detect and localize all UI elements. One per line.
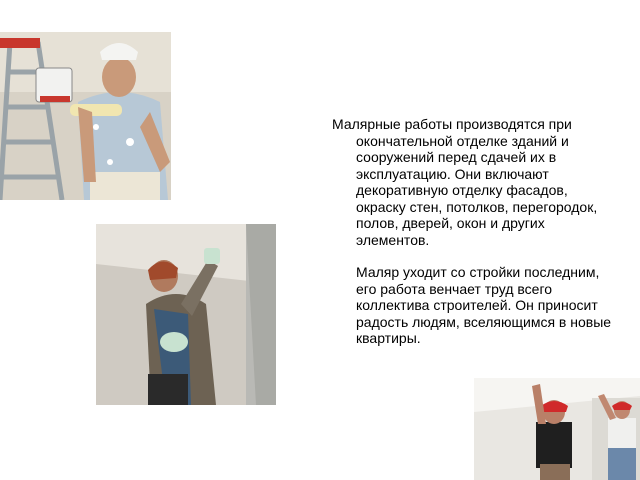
slide-text — [332, 116, 612, 347]
painter-photo — [0, 32, 171, 200]
plasterer-photo — [96, 224, 276, 405]
paragraph-2: Маляр уходит со стройки последним, его работа венчает труд всего коллектива строителей. Он приносит радость людям, вселяющимся в новые квартиры. — [356, 264, 612, 346]
paragraph-1: Малярные работы производятся при окончательной отделке зданий и сооружений перед сдачей их в эксплуатацию. Они включают декоративную отделку фасадов, окраску стен, потолков, перегородок, полов, дверей, окон и других элементов. — [332, 116, 598, 248]
painters-photo — [474, 378, 640, 480]
